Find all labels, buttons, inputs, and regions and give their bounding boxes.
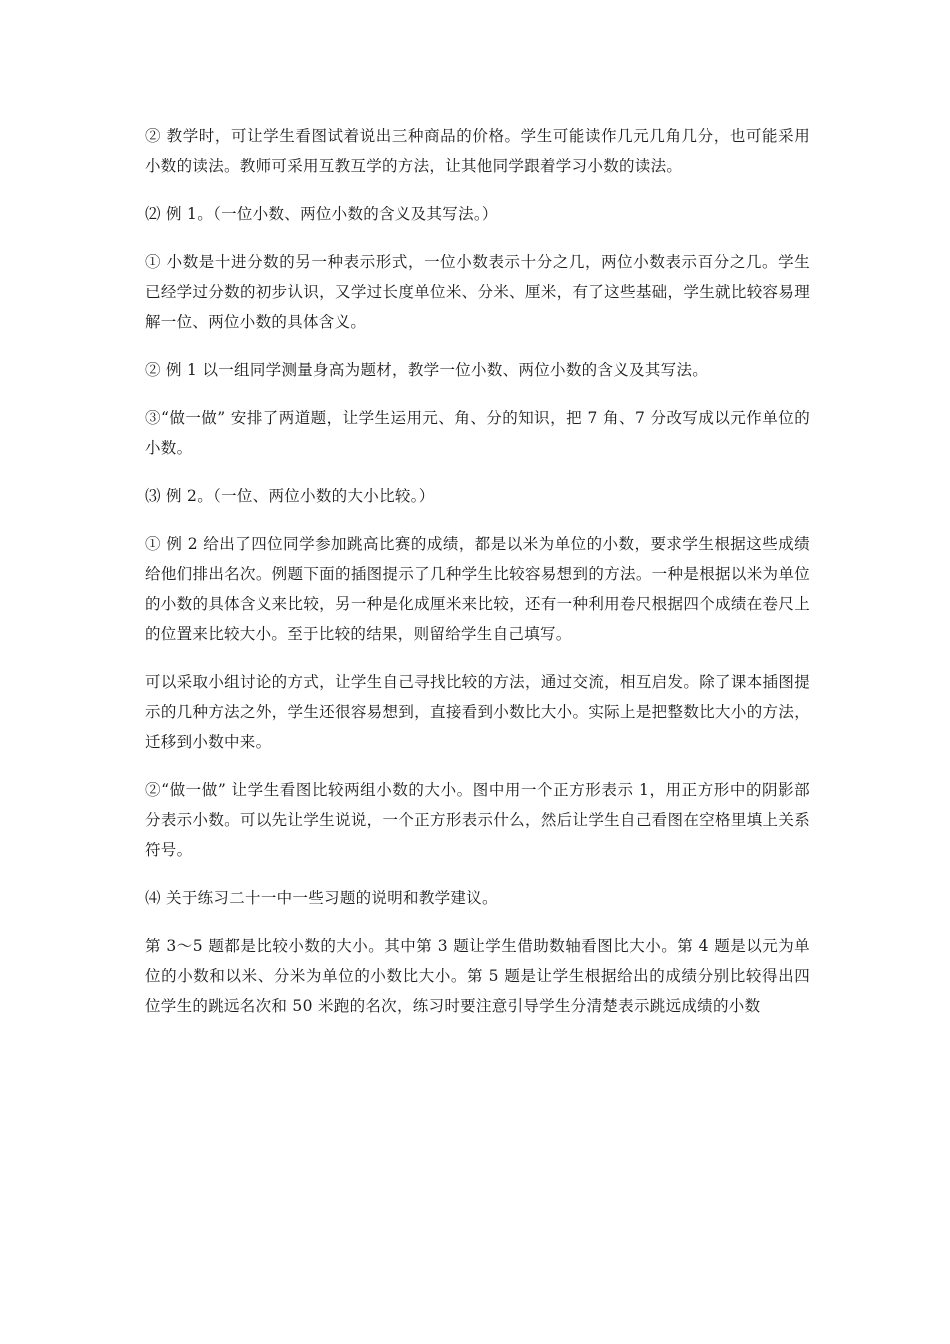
paragraph-exercise-3-5: 第 3～5 题都是比较小数的大小。其中第 3 题让学生借助数轴看图比大小。第 4 题是以元为单位的小数和以米、分米为单位的小数比大小。第 5 题是让学生根据给出的成绩分别比较得出四位学生的跳远名次和 50 米跑的名次，练习时要注意引导学生分清楚表示跳远成绩的小数 xyxy=(145,937,810,1015)
heading-exercise-21: ⑷ 关于练习二十一中一些习题的说明和教学建议。 xyxy=(145,889,498,907)
paragraph-example-1-height: ② 例 1 以一组同学测量身高为题材，教学一位小数、两位小数的含义及其写法。 xyxy=(145,361,709,379)
paragraph-group-discussion: 可以采取小组讨论的方式，让学生自己寻找比较的方法，通过交流，相互启发。除了课本插图提示的几种方法之外，学生还很容易想到，直接看到小数比大小。实际上是把整数比大小的方法，迁移到小数中来。 xyxy=(145,673,810,751)
paragraph-teaching-prices: ② 教学时，可让学生看图试着说出三种商品的价格。学生可能读作几元几角几分，也可能采用小数的读法。教师可采用互教互学的方法，让其他同学跟着学习小数的读法。 xyxy=(145,127,810,175)
paragraph-high-jump-ranking: ① 例 2 给出了四位同学参加跳高比赛的成绩，都是以米为单位的小数，要求学生根据这些成绩给他们排出名次。例题下面的插图提示了几种学生比较容易想到的方法。一种是根据以米为单位的小数的具体含义来比较，另一种是化成厘米来比较，还有一种利用卷尺根据四个成绩在卷尺上的位置来比较大小。至于比较的结果，则留给学生自己填写。 xyxy=(145,535,810,643)
paragraph-decimal-meaning: ① 小数是十进分数的另一种表示形式，一位小数表示十分之几，两位小数表示百分之几。学生已经学过分数的初步认识，又学过长度单位米、分米、厘米，有了这些基础，学生就比较容易理解一位、两位小数的具体含义。 xyxy=(145,253,810,331)
document-body xyxy=(145,121,810,1039)
paragraph-practice-yuan: ③“做一做” 安排了两道题，让学生运用元、角、分的知识，把 7 角、7 分改写成以元作单位的小数。 xyxy=(145,409,810,457)
heading-example-2: ⑶ 例 2。（一位、两位小数的大小比较。） xyxy=(145,487,435,505)
paragraph-square-comparison: ②“做一做” 让学生看图比较两组小数的大小。图中用一个正方形表示 1，用正方形中的阴影部分表示小数。可以先让学生说说，一个正方形表示什么，然后让学生自己看图在空格里填上关系符号。 xyxy=(145,781,810,859)
heading-example-1: ⑵ 例 1。（一位小数、两位小数的含义及其写法。） xyxy=(145,205,498,223)
